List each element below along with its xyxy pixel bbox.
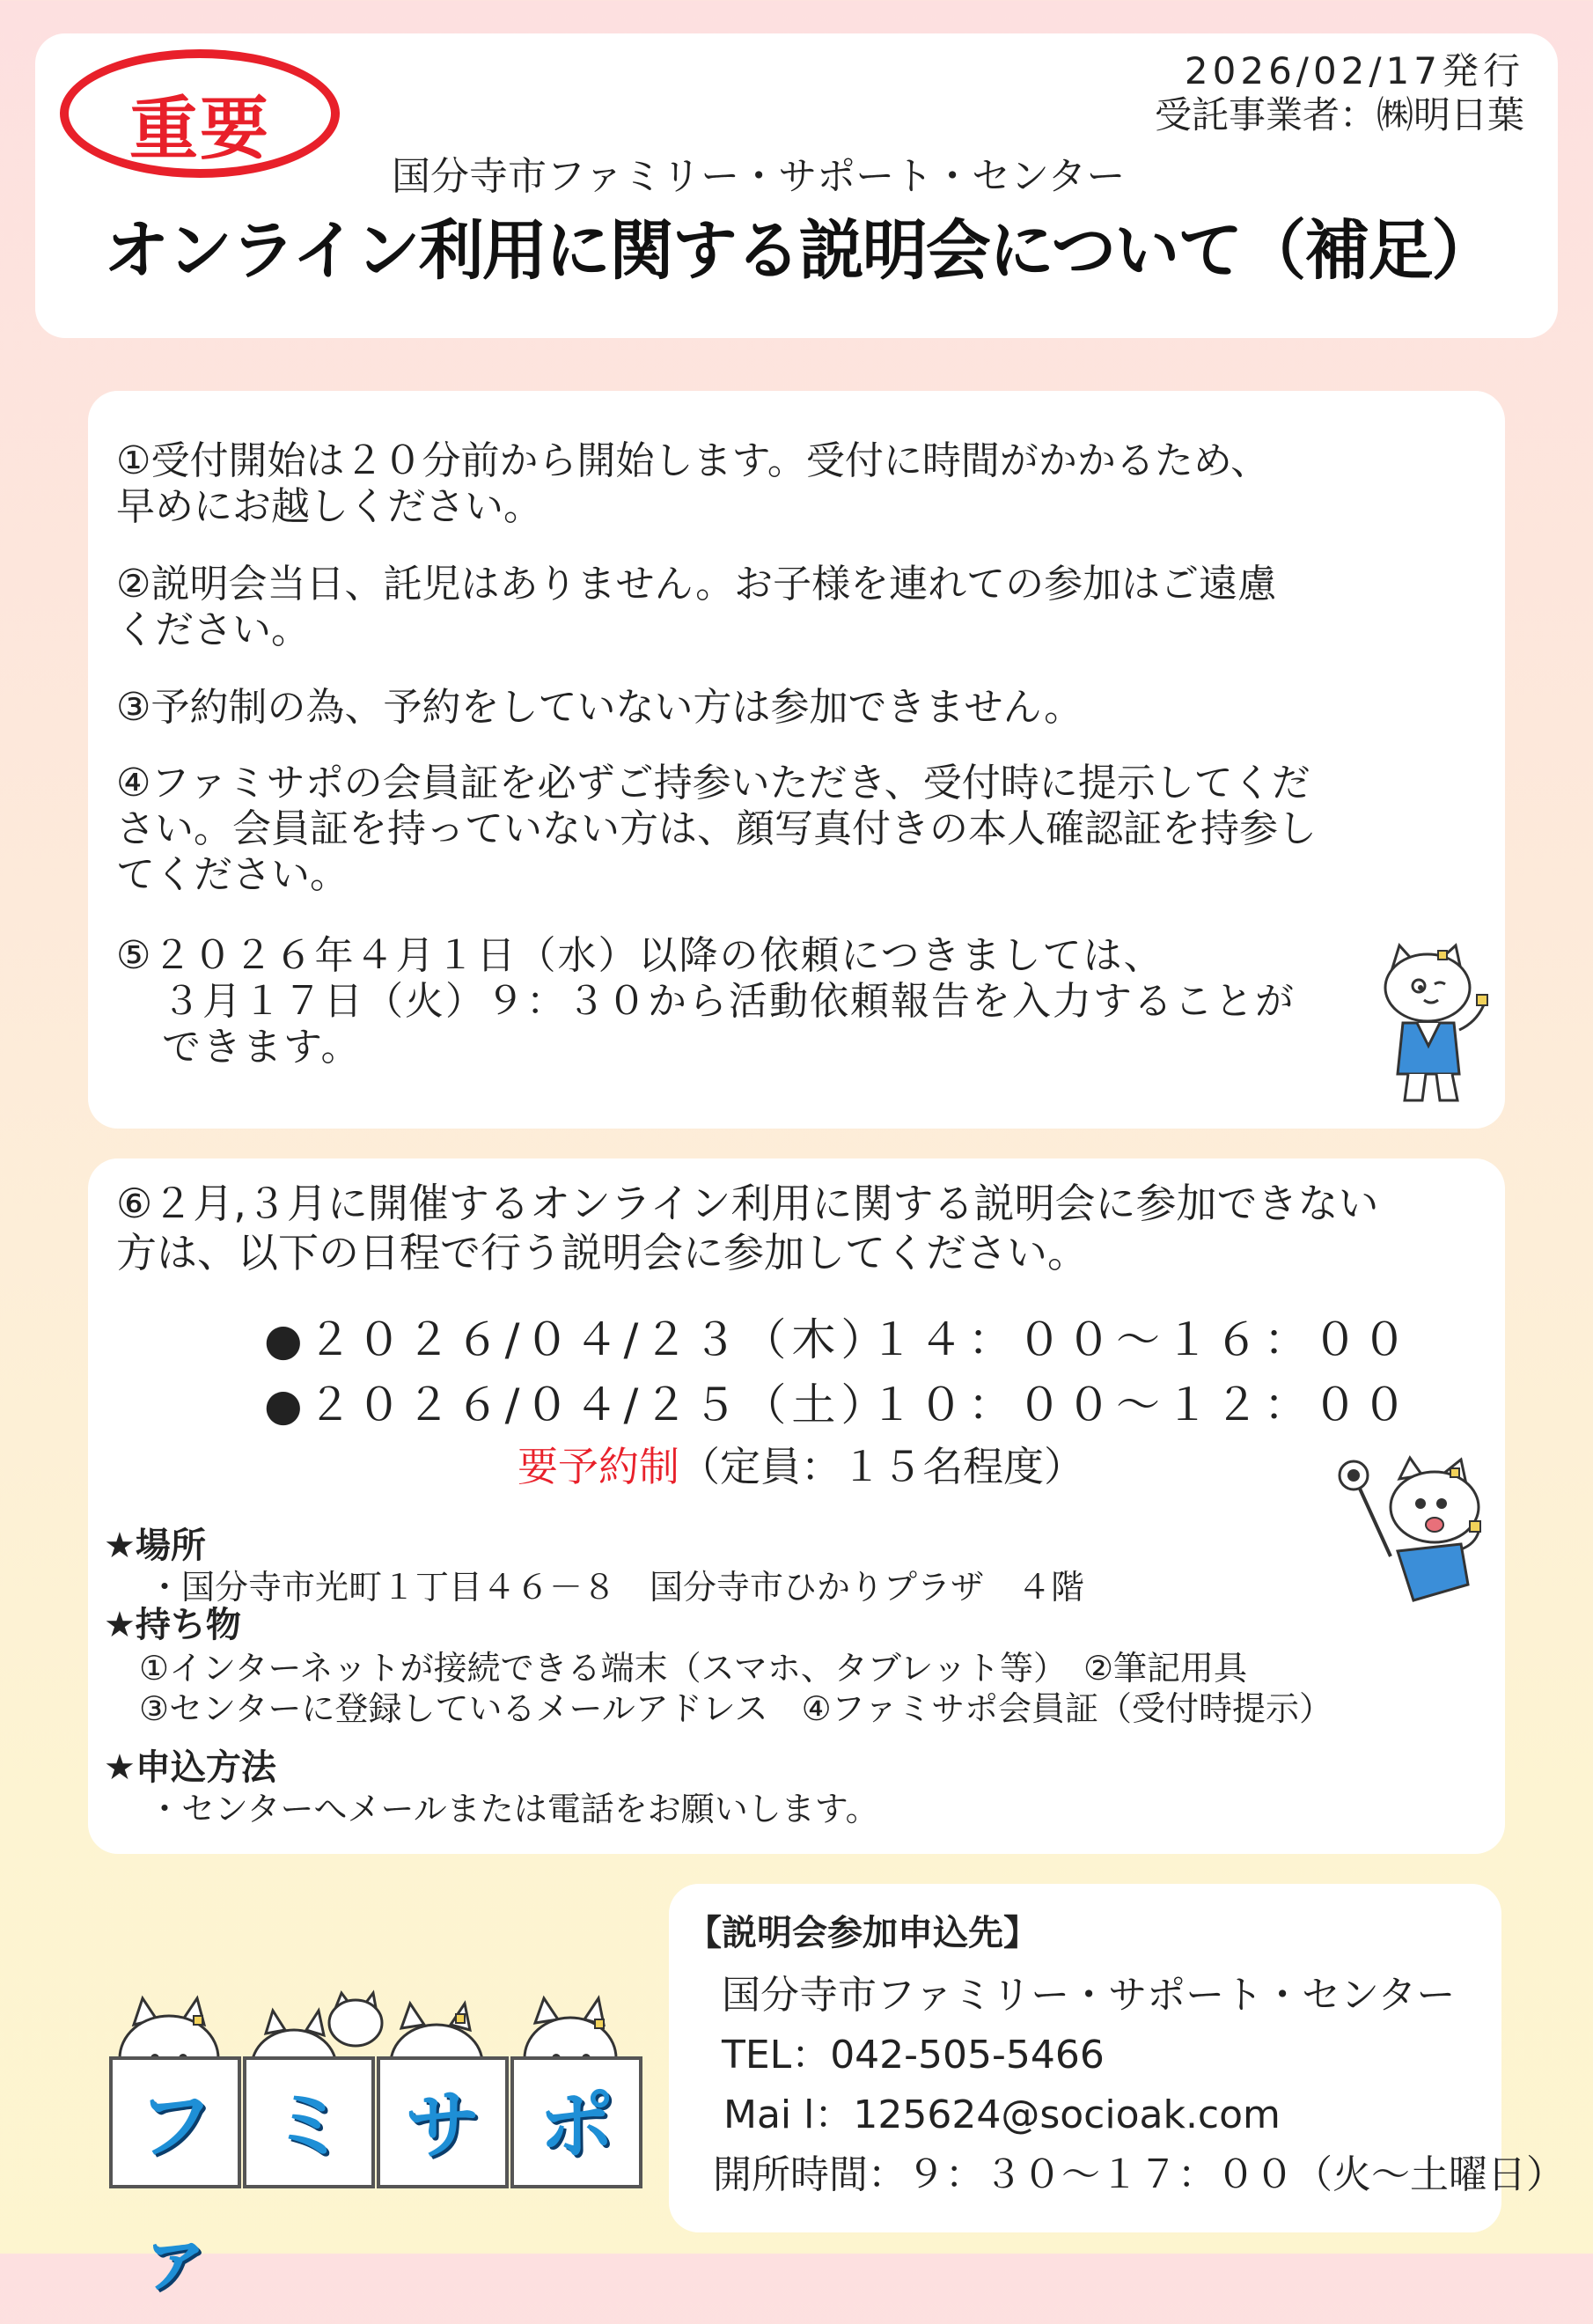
- capacity: （定員：１５名程度）: [679, 1443, 1084, 1490]
- rule-5-line3: できます。: [162, 1025, 362, 1070]
- session-date-1-time: １４：００～１６：００: [870, 1314, 1412, 1365]
- org-name: 国分寺市ファミリー・サポート・センター: [392, 154, 1126, 199]
- location-heading: ★場所: [104, 1526, 206, 1566]
- logo-char-sa: サ: [377, 2056, 509, 2188]
- rule-4-line2: さい。会員証を持っていない方は、顔写真付きの本人確認証を持参し: [116, 806, 1317, 851]
- issue-date: 2026/02/17発行: [1184, 49, 1524, 92]
- contact-mail: Mai l：125624@socioak.com: [723, 2092, 1281, 2137]
- rule-4: [116, 761, 1472, 898]
- important-badge: [60, 49, 340, 178]
- logo-char-mi: ミ: [243, 2056, 375, 2188]
- session-date-2-time: １０：００～１２：００: [870, 1379, 1412, 1430]
- contact-hours: 開所時間：９：３０～１７：００（火～土曜日）: [713, 2152, 1565, 2197]
- rule-3-line1: ③予約制の為、予約をしていない方は参加できません。: [116, 685, 1083, 730]
- session-date-1-date: ●２０２６/０４/２３（木）: [264, 1314, 891, 1365]
- rule-2-line2: ください。: [116, 607, 310, 652]
- session-date-1: [264, 1305, 1412, 1368]
- contractor: 受託事業者：㈱明日葉: [1154, 93, 1524, 136]
- session-date-2: [264, 1370, 1412, 1433]
- rule-2-line1: ②説明会当日、託児はありません。お子様を連れての参加はご遠慮: [116, 562, 1277, 607]
- logo-char-fa: ファ: [109, 2056, 241, 2188]
- reservation-required: 要予約制: [518, 1443, 679, 1490]
- cat-mascot-waving-icon: [1373, 942, 1496, 1109]
- session-notice-line1: ⑥２月,３月に開催するオンライン利用に関する説明会に参加できない: [116, 1180, 1379, 1227]
- items-line2: ③センターに登録しているメールアドレス ④ファミサポ会員証（受付時提示）: [139, 1689, 1332, 1728]
- rule-1-line1: ①受付開始は２０分前から開始します。受付に時間がかかるため、: [116, 438, 1270, 483]
- rule-4-line1: ④ファミサポの会員証を必ずご持参いただき、受付時に提示してくだ: [116, 761, 1310, 805]
- session-date-2-date: ●２０２６/０４/２５（土）: [264, 1379, 891, 1430]
- rule-5: [116, 933, 1472, 1070]
- session-notice-line2: 方は、以下の日程で行う説明会に参加してください。: [116, 1229, 1088, 1276]
- rule-1-line2: 早めにお越しください。: [116, 484, 542, 529]
- logo-char-po: ポ: [510, 2056, 642, 2188]
- rule-3: [116, 685, 1472, 731]
- items-heading: ★持ち物: [104, 1605, 241, 1645]
- contact-tel: TEL：042-505-5466: [722, 2033, 1105, 2078]
- items-line1: ①インターネットが接続できる端末（スマホ、タブレット等） ②筆記用具: [139, 1649, 1248, 1688]
- apply-text: ・センターへメールまたは電話をお願いします。: [148, 1790, 879, 1828]
- contact-heading: 【説明会参加申込先】: [686, 1913, 1039, 1953]
- rule-4-line3: てください。: [116, 852, 349, 897]
- apply-heading: ★申込方法: [104, 1747, 276, 1788]
- location-text: ・国分寺市光町１丁目４６－８ 国分寺市ひかりプラザ ４階: [148, 1568, 1085, 1607]
- cat-mascot-with-wand-icon: [1329, 1452, 1487, 1611]
- rule-1: [116, 438, 1472, 530]
- rule-2: [116, 562, 1472, 653]
- capacity-note: [518, 1435, 1084, 1493]
- page-title: オンライン利用に関する説明会について（補足）: [104, 213, 1495, 289]
- contact-org: 国分寺市ファミリー・サポート・センター: [722, 1973, 1456, 2018]
- important-label: 重要: [128, 90, 270, 169]
- rule-5-line1: ⑤２０２６年４月１日（水）以降の依頼につきましては、: [116, 933, 1164, 978]
- rule-5-line2: ３月１７日（火）９：３０から活動依頼報告を入力することが: [162, 979, 1296, 1024]
